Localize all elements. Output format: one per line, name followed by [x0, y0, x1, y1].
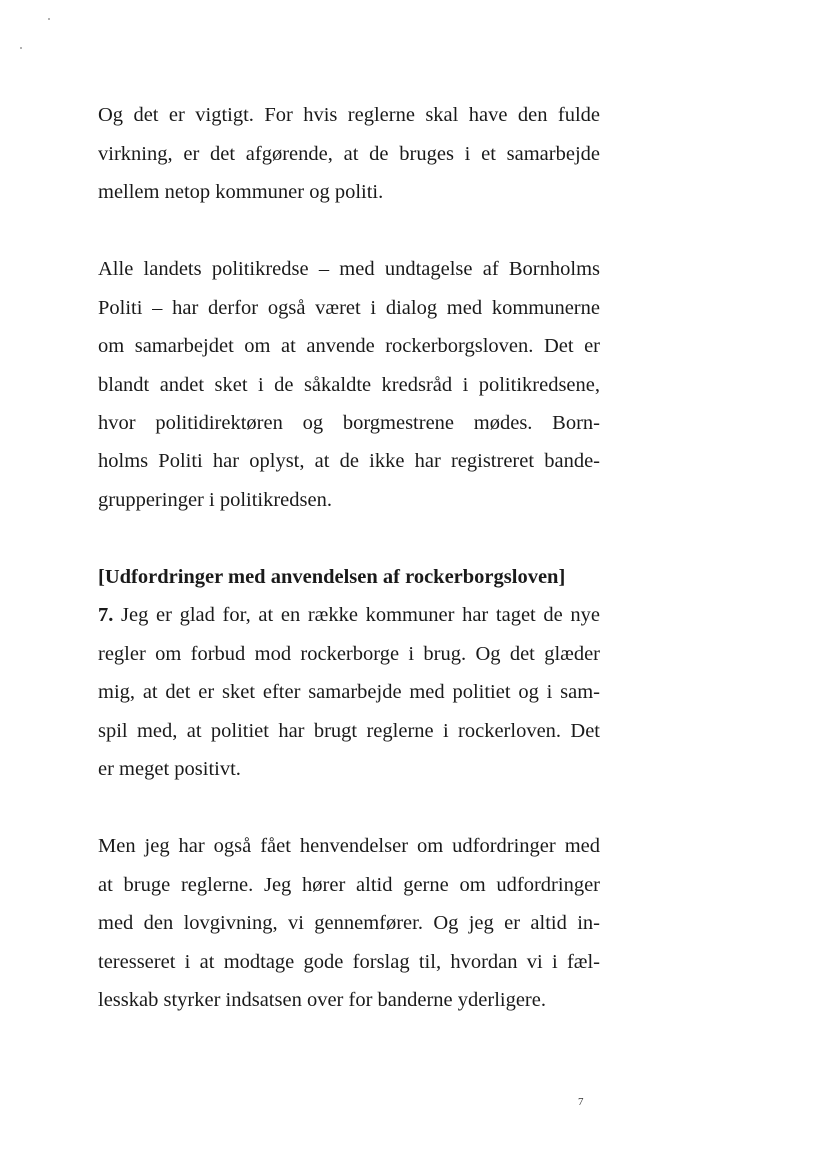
- paragraph-4-line-2: at bruge reglerne. Jeg hører altid gerne om udfordringer: [98, 874, 600, 896]
- paragraph-3-line-1-text: Jeg er glad for, at en række kommuner har taget de nye: [121, 604, 600, 626]
- paragraph-2-line-3: om samarbejdet om at anvende rockerborgsloven. Det er: [98, 335, 600, 357]
- scan-speck: [48, 18, 50, 20]
- paragraph-3-line-2: regler om forbud mod rockerborge i brug. Og det glæder: [98, 643, 600, 665]
- paragraph-2-line-5: hvor politidirektøren og borgmestrene mødes. Born-: [98, 412, 600, 434]
- paragraph-4-line-3: med den lovgivning, vi gennemfører. Og jeg er altid in-: [98, 912, 600, 934]
- paragraph-4-line-1: Men jeg har også fået henvendelser om udfordringer med: [98, 835, 600, 857]
- section-number: 7.: [98, 604, 114, 626]
- paragraph-3-line-1: [98, 602, 600, 628]
- paragraph-3-line-5: er meget positivt.: [98, 758, 241, 780]
- scan-speck: [20, 47, 22, 49]
- page-number: 7: [578, 1096, 584, 1108]
- paragraph-1-line-1: Og det er vigtigt. For hvis reglerne skal have den fulde: [98, 104, 600, 126]
- paragraph-4-line-5: lesskab styrker indsatsen over for banderne yderligere.: [98, 989, 546, 1011]
- section-heading: [Udfordringer med anvendelsen af rockerborgsloven]: [98, 566, 566, 588]
- paragraph-1-line-3: mellem netop kommuner og politi.: [98, 181, 384, 203]
- paragraph-4-line-4: teresseret i at modtage gode forslag til, hvordan vi i fæl-: [98, 951, 600, 973]
- paragraph-2-line-2: Politi – har derfor også været i dialog med kommunerne: [98, 297, 600, 319]
- paragraph-3-line-4: spil med, at politiet har brugt reglerne i rockerloven. Det: [98, 720, 600, 742]
- paragraph-3-line-3: mig, at det er sket efter samarbejde med politiet og i sam-: [98, 681, 600, 703]
- paragraph-2-line-4: blandt andet sket i de såkaldte kredsråd i politikredsene,: [98, 374, 600, 396]
- paragraph-2-line-6: holms Politi har oplyst, at de ikke har registreret bande-: [98, 450, 600, 472]
- paragraph-2-line-1: Alle landets politikredse – med undtagelse af Bornholms: [98, 258, 600, 280]
- paragraph-1-line-2: virkning, er det afgørende, at de bruges i et samarbejde: [98, 143, 600, 165]
- paragraph-2-line-7: grupperinger i politikredsen.: [98, 489, 332, 511]
